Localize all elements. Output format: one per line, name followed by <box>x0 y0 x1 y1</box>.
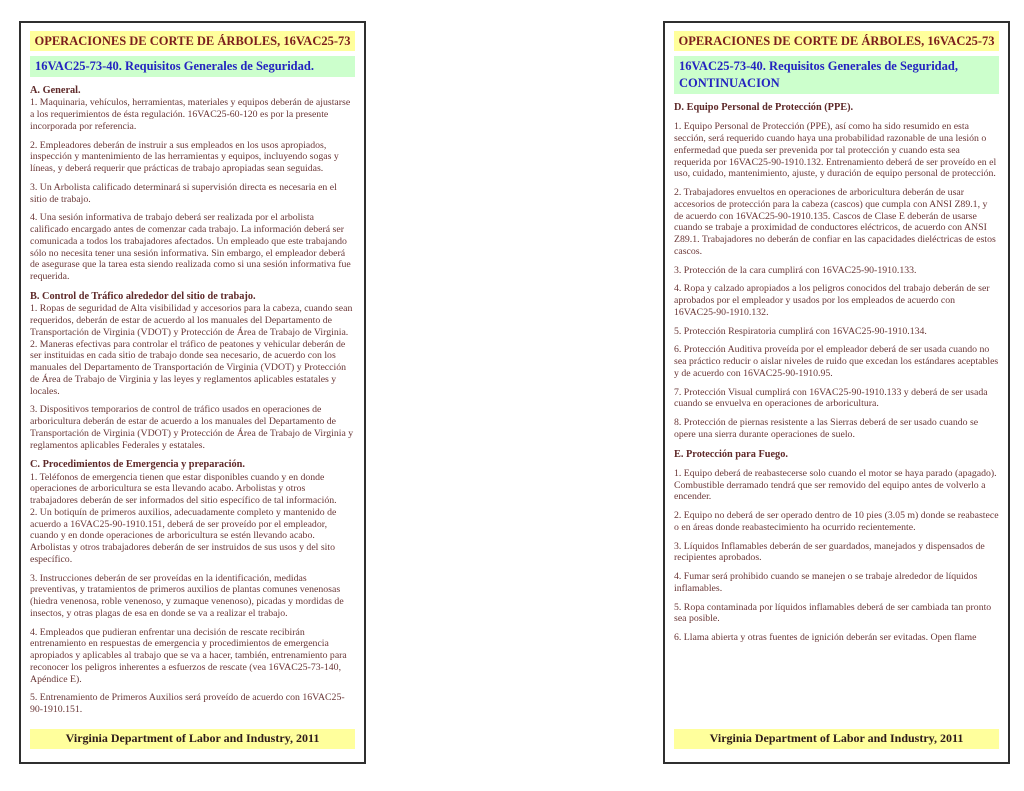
subtitle-line: CONTINUACION <box>679 76 780 91</box>
footer-banner: Virginia Department of Labor and Industry, 2011 <box>674 729 999 749</box>
paragraph: 1. Equipo Personal de Protección (PPE), así como ha sido resumido en esta sección, será requerido cuando haya una probabilidad razonable de una lesión o enfermedad que pueda ser prevenida por tal protección y cuando esta sea requerida por 16VAC25-90-1910.132. Entrenamiento deberá de ser proveído en el uso, cuidado, mantenimiento, ajuste, y duración de equipo personal de protección. <box>674 121 997 180</box>
section-heading: D. Equipo Personal de Protección (PPE). <box>674 102 854 113</box>
paragraph: 3. Instrucciones deberán de ser proveídas en la identificación, medidas preventivas, y tratamientos de primeros auxilios de plantas comunes venenosas (hiedra venenosa, roble venenoso, y zumaque venenoso), picadas y mordidas de insectos, y otras plagas de esa en donde se va a realizar el trabajo. <box>30 572 344 619</box>
paragraph: 1. Equipo deberá de reabastecerse solo cuando el motor se haya parado (apagado). Combustible derramado tendrá que ser removido del equipo antes de volverlo a encender. <box>674 467 997 503</box>
paragraph: 3. Un Arbolista calificado determinará si supervisión directa es necesaria en el sitio de trabajo. <box>30 181 337 205</box>
paragraph: 2. Trabajadores envueltos en operaciones de arboricultura deberán de usar accesorios de protección para la cabeza (cascos) que cumpla con ANSI Z89.1, y de acuerdo con 16VAC25-90-1910.135. Cascos de Clase E deberán de usarse cuando se trabaje a proximidad de conductores eléctricos, de acuerdo con ANSI Z89.1. Trabajadores no deberán de confiar en las capacidades dieléctricas de estos cascos. <box>674 187 996 257</box>
paragraph: 4. Empleados que pudieran enfrentar una decisión de rescate recibirán entrenamiento en respuestas de emergencia y procedimientos de emergencia apropiados y aplicables al trabajo que se va a hacer, también, entrenamiento para reconocer los peligros inherentes a esfuerzos de rescate (vea 16VAC25-73-140, Apéndice E). <box>30 626 347 685</box>
paragraph: 5. Ropa contaminada por líquidos inflamables deberá de ser cambiada tan pronto sea posible. <box>674 601 992 625</box>
section-title-banner <box>30 56 355 77</box>
paragraph: 2. Equipo no deberá de ser operado dentro de 10 pies (3.05 m) donde se reabastece o en áreas donde reabastecimiento ha ocurrido recientemente. <box>674 510 999 533</box>
paragraph: 2. Empleadores deberán de instruir a sus empleados en los usos apropiados, inspección y mantenimiento de las herramientas y equipos, incluyendo sogas y líneas, y deberá requerir que prácticas de trabajo apropiadas sean seguidas. <box>30 139 339 175</box>
paragraph: 4. Ropa y calzado apropiados a los peligros conocidos del trabajo deberán de ser aprobados por el empleador y usados por los empleados de acuerdo con 16VAC25-90-1910.132. <box>674 283 990 318</box>
paragraph: 5. Protección Respiratoria cumplirá con 16VAC25-90-1910.134. <box>674 325 927 337</box>
section-heading: B. Control de Tráfico alrededor del sitio de trabajo. <box>30 290 256 302</box>
paragraph: 4. Fumar será prohibido cuando se manejen o se trabaje alrededor de líquidos inflamables. <box>674 571 978 594</box>
paragraph: 8. Protección de piernas resistente a las Sierras deberá de ser usado cuando se opere una sierra durante operaciones de suelo. <box>674 417 979 440</box>
section-title-banner <box>674 56 999 94</box>
paragraph: 2. Maneras efectivas para controlar el tráfico de peatones y vehicular deberán de ser instituidas en cada sitio de trabajo donde sea necesario, de acuerdo con los manuales del Departamento de Transportación de Virginia (VDOT) y Protección de Área de Trabajo de Virginia y las leyes y reglamentos aplicables estatales y locales. <box>30 338 347 397</box>
subtitle-line: 16VAC25-73-40. Requisitos Generales de Seguridad. <box>35 59 314 74</box>
paragraph: 4. Una sesión informativa de trabajo deberá ser realizada por el arbolista calificado encargado antes de comenzar cada trabajo. La información deberá ser comunicada a todos los trabajadores afectados. Un empleado que este trabajando sólo no necesita tener una sesión informativa. Sin embargo, el empleador deberá de asegurase que la tarea esta siendo realizada como si una sesión informativa fue requerida. <box>30 212 351 283</box>
page-right <box>663 21 1010 764</box>
section-heading: A. General. <box>30 85 81 97</box>
paragraph: 7. Protección Visual cumplirá con 16VAC25-90-1910.133 y deberá de ser usada cuando se envuelva en operaciones de arboricultura. <box>674 386 988 410</box>
subtitle-line: 16VAC25-73-40. Requisitos Generales de Seguridad, <box>679 59 958 74</box>
section-heading: C. Procedimientos de Emergencia y preparación. <box>30 459 245 471</box>
paragraph: 3. Dispositivos temporarios de control de tráfico usados en operaciones de arboricultura deberán de estar de acuerdo a los manuales del Departamento de Transportación de Virginia (VDOT) y Protección de Área de Trabajo de Virginia y reglamentos aplicables Federales y estatales. <box>30 404 354 451</box>
paragraph: 6. Protección Auditiva proveída por el empleador deberá de ser usada cuando no sea práctico reducir o aislar niveles de ruido que excedan los estándares aceptables y de acuerdo con 16VAC25-90-1910.95. <box>674 344 999 379</box>
paragraph: 3. Líquidos Inflamables deberán de ser guardados, manejados y dispensados de recipientes aprobados. <box>674 540 985 564</box>
paragraph: 3. Protección de la cara cumplirá con 16VAC25-90-1910.133. <box>674 264 917 276</box>
page-left <box>19 21 366 764</box>
paragraph: 1. Maquinaria, vehículos, herramientas, materiales y equipos deberán de ajustarse a los requerimientos de ésta regulación. 16VAC25-60-120 es por la presente incorporada por referencia. <box>30 97 351 132</box>
paragraph: 2. Un botiquín de primeros auxilios, adecuadamente completo y mantenido de acuerdo a 16VAC25-90-1910.151, deberá de ser proveído por el empleador, cuando y en donde operaciones de arboricultura se estén llevando acabo. Arbolistas y otros trabajadores deberán de ser instruidos de sus usos y del sito específico. <box>30 506 337 565</box>
section-heading: E. Protección para Fuego. <box>674 448 788 460</box>
footer-banner: Virginia Department of Labor and Industry, 2011 <box>30 729 355 749</box>
page-title-banner: OPERACIONES DE CORTE DE ÁRBOLES, 16VAC25-73 <box>674 31 999 51</box>
page-body <box>30 83 355 729</box>
page-body <box>674 100 999 729</box>
page-title-banner: OPERACIONES DE CORTE DE ÁRBOLES, 16VAC25-73 <box>30 31 355 51</box>
paragraph: 5. Entrenamiento de Primeros Auxilios será proveído de acuerdo con 16VAC25-90-1910.151. <box>30 692 345 716</box>
paragraph: 1. Teléfonos de emergencia tienen que estar disponibles cuando y en donde operaciones de arboricultura se esta llevando acabo. Arbolistas y otros trabajadores deberán de ser informados del sitio específico de tal información. <box>30 471 337 507</box>
paragraph: 6. Llama abierta y otras fuentes de ignición deberán ser evitadas. Open flame <box>674 632 977 644</box>
paragraph: 1. Ropas de seguridad de Alta visibilidad y accesorios para la cabeza, cuando sean requeridos, deberán de estar de acuerdo al los manuales del Departamento de Transportación de Virginia (VDOT) y Protección de Área de Trabajo de Virginia. <box>30 303 353 338</box>
